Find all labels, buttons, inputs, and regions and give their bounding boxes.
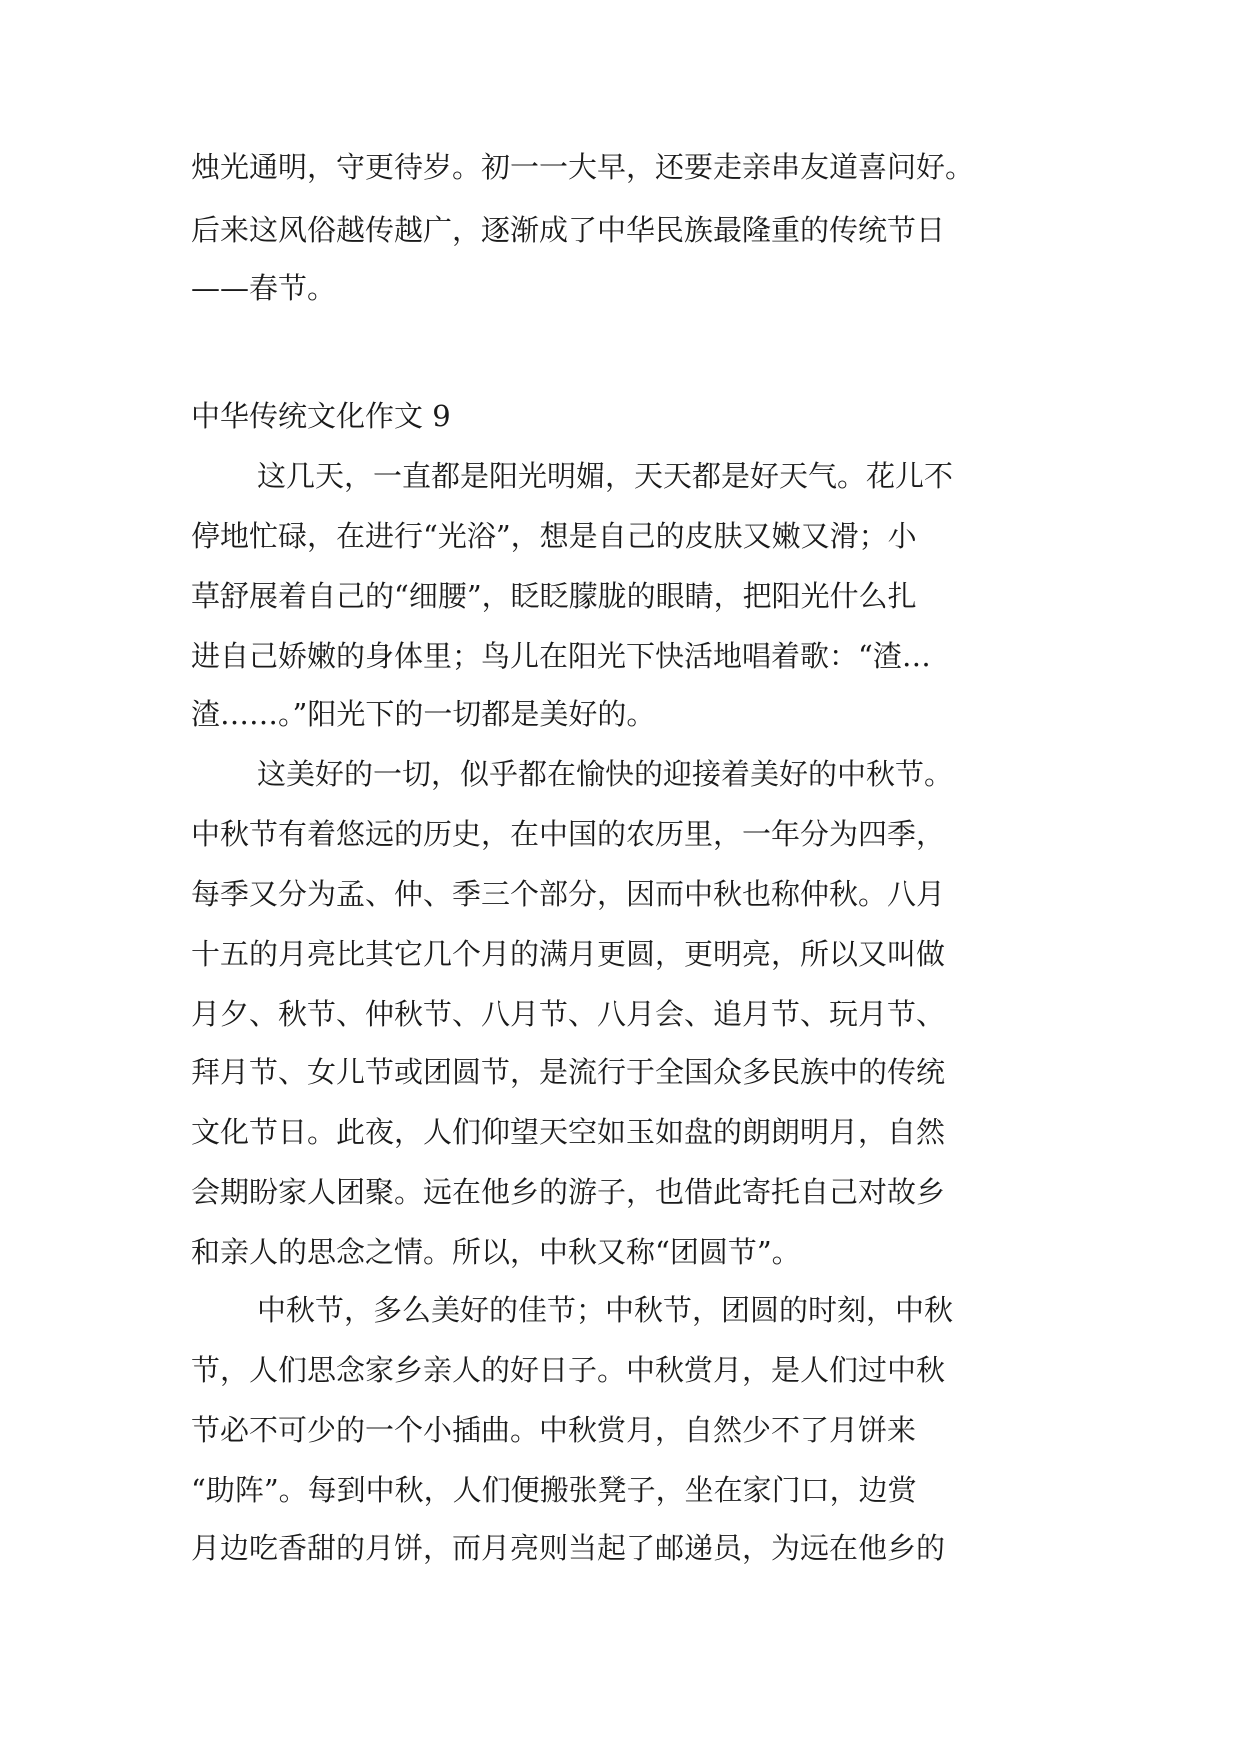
text-line: 和亲人的思念之情。所以，中秋又称“团圆节”。	[191, 1235, 801, 1269]
text-line: 这几天，一直都是阳光明媚，天天都是好天气。花儿不	[257, 459, 954, 493]
section-heading: 中华传统文化作文 9	[191, 399, 451, 433]
text-line: 十五的月亮比其它几个月的满月更圆，更明亮，所以又叫做	[191, 937, 946, 971]
text-line: 月夕、秋节、仲秋节、八月节、八月会、追月节、玩月节、	[191, 997, 946, 1031]
text-line: 后来这风俗越传越广，逐渐成了中华民族最隆重的传统节日	[191, 213, 946, 247]
text-line: 中秋节，多么美好的佳节；中秋节，团圆的时刻，中秋	[257, 1293, 954, 1327]
text-line: 节，人们思念家乡亲人的好日子。中秋赏月，是人们过中秋	[191, 1353, 946, 1387]
text-line: 每季又分为孟、仲、季三个部分，因而中秋也称仲秋。八月	[191, 877, 946, 911]
text-line: 这美好的一切，似乎都在愉快的迎接着美好的中秋节。	[257, 757, 954, 791]
text-line: 中秋节有着悠远的历史，在中国的农历里，一年分为四季，	[191, 817, 946, 851]
text-line: 停地忙碌，在进行“光浴”，想是自己的皮肤又嫩又滑；小	[191, 519, 917, 553]
text-line: ——春节。	[191, 271, 337, 305]
text-line: 节必不可少的一个小插曲。中秋赏月，自然少不了月饼来	[191, 1413, 917, 1447]
text-line: 拜月节、女儿节或团圆节，是流行于全国众多民族中的传统	[191, 1055, 946, 1089]
text-line: “助阵”。每到中秋，人们便搬张凳子，坐在家门口，边赏	[191, 1473, 917, 1507]
text-line: 渣……。”阳光下的一切都是美好的。	[191, 697, 656, 731]
text-line: 烛光通明，守更待岁。初一一大早，还要走亲串友道喜问好。	[191, 150, 975, 184]
text-line: 月边吃香甜的月饼，而月亮则当起了邮递员，为远在他乡的	[191, 1531, 946, 1565]
text-line: 会期盼家人团聚。远在他乡的游子，也借此寄托自己对故乡	[191, 1175, 946, 1209]
text-line: 文化节日。此夜，人们仰望天空如玉如盘的朗朗明月，自然	[191, 1115, 946, 1149]
text-line: 草舒展着自己的“细腰”，眨眨朦胧的眼睛，把阳光什么扎	[191, 579, 917, 613]
text-line: 进自己娇嫩的身体里；鸟儿在阳光下快活地唱着歌：“渣…	[191, 639, 931, 673]
